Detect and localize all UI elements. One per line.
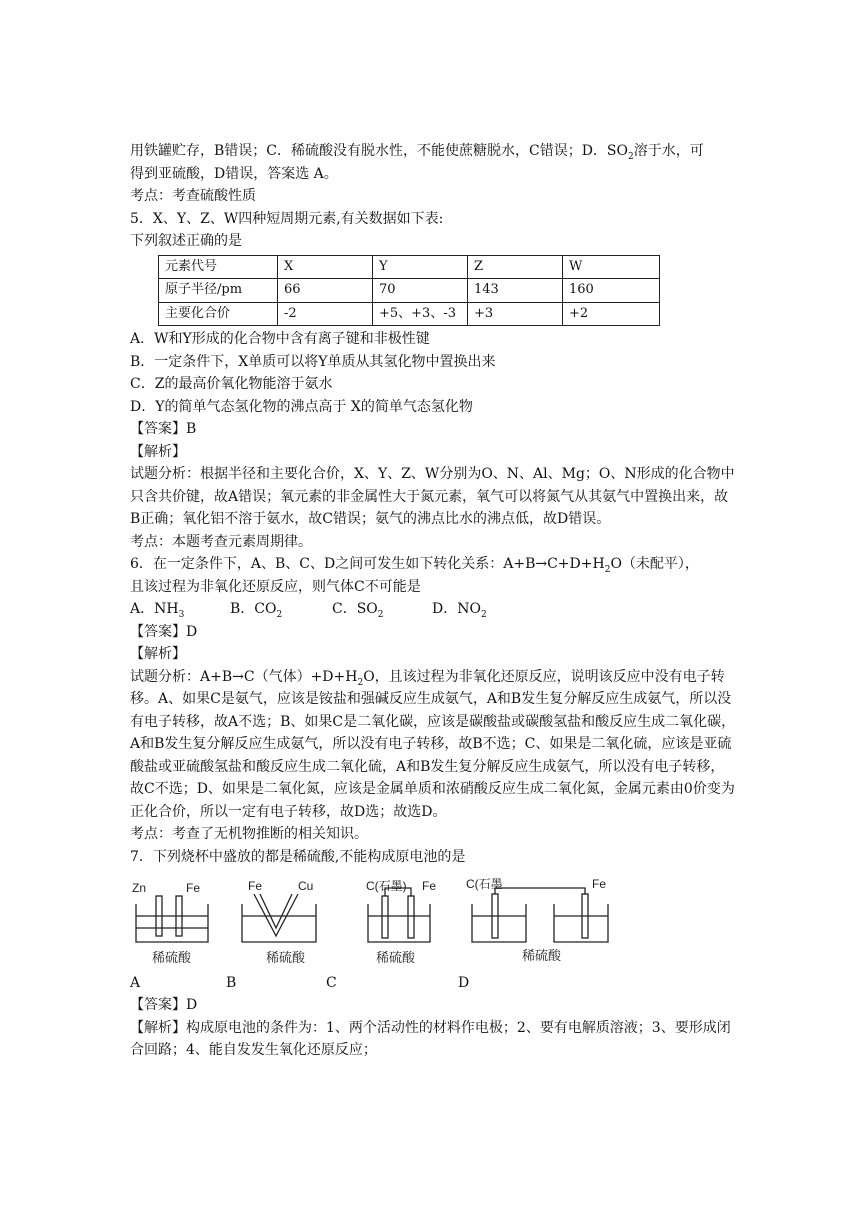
analysis-text: 试题分析：A+B→C（气体）$+D+H_2O$，且该过程为非氧化还原反应，说明该反应中没有电子转移。A、如果C是氨气，应该是铵盐和强碱反应生成氨气，A和B发生复分解反应生成氨气，所以没有电子转移，故A不选；B、如果C是二氧化碳，应该是碳酸盐或碳酸氢盐和酸反应生成二氧化碳，A和B发生复分解反应生成氨气，所以没有电子转移，故B不选；C、如果是二氧化硫，应该是亚硫酸盐或亚硫酸氢盐和酸反应生成二氧化硫，A和B发生复分解反应生成氨气，所以没有电子转移，故C不选；D、如果是二氧化氮，应该是金属单质和浓硝酸反应生成二氧化氮，金属元素由0价变为正化合价，所以一定有电子转移，故D选；故选D。	[130, 668, 736, 820]
label-dilute-acid: 稀硫酸	[266, 951, 306, 966]
question-5-prompt: 下列叙述正确的是	[130, 233, 242, 249]
question-6-stem-cont: 且该过程为非氧化还原反应，则气体C不可能是	[130, 578, 421, 595]
figure-letters	[130, 972, 736, 994]
text-line: 得到亚硫酸，D错误，答案选 A。	[130, 165, 338, 182]
label-dilute-acid: 稀硫酸	[376, 951, 416, 966]
label-graphite: C(石墨	[466, 877, 503, 891]
analysis-text: 【解析】构成原电池的条件为：1、两个活动性的材料作电极；2、要有电解质溶液；3、要形成闭合回路；4、能自发发生氧化还原反应；	[130, 1019, 731, 1058]
table-cell: -2	[278, 302, 373, 326]
figure-letter-b: B	[226, 975, 237, 991]
table-cell: Y	[373, 255, 468, 279]
table-cell: +2	[563, 302, 660, 326]
beaker-a	[136, 904, 208, 942]
figure-letter-c: C	[326, 975, 337, 991]
option-a: A．W和Y形成的化合物中含有离子键和非极性键	[130, 331, 430, 347]
beakers-diagram	[130, 870, 736, 970]
answer-label: 【答案】D	[130, 997, 198, 1013]
galvanic-cell-figure	[130, 870, 736, 970]
answer-label: 【答案】B	[130, 421, 197, 437]
knowledge-point: 考点：考查了无机物推断的相关知识。	[130, 826, 368, 842]
beaker-d-left	[472, 904, 526, 942]
label-fe: Fe	[422, 879, 437, 893]
label-cu: Cu	[298, 879, 314, 893]
figure-letter-a: A	[130, 975, 141, 991]
label-fe: Fe	[248, 879, 263, 893]
answer-label: 【答案】D	[130, 623, 198, 640]
choice-d: D．$NO_2$	[432, 601, 487, 620]
knowledge-point: 考点：考查硫酸性质	[130, 188, 256, 204]
table-cell: +5、+3、-3	[373, 302, 468, 326]
table-row	[159, 302, 660, 326]
question-5-stem: 5．X、Y、Z、W四种短周期元素,有关数据如下表:	[130, 210, 444, 227]
text-line: 用铁罐贮存，B错误；C．稀硫酸没有脱水性，不能使蔗糖脱水，C错误；D．$SO_2$溶于水，可	[130, 143, 704, 162]
question-6-stem: 6．在一定条件下，A、B、C、D之间可发生如下转化关系：$A+B\to C+D+H_2O$（未配平），	[130, 556, 699, 575]
knowledge-point: 考点：本题考查元素周期律。	[130, 533, 312, 550]
table-row	[159, 255, 660, 279]
figure-letter-d: D	[458, 975, 470, 991]
analysis-label: 【解析】	[130, 646, 186, 662]
question-6-choices	[130, 598, 736, 621]
option-c: C．Z的最高价氧化物能溶于氨水	[130, 376, 333, 392]
label-graphite: C(石墨)	[366, 879, 407, 893]
choice-b: B．$CO_2$	[230, 601, 283, 620]
table-cell: 元素代号	[159, 255, 278, 279]
document-page	[130, 140, 736, 1062]
option-b: B．一定条件下，X单质可以将Y单质从其氢化物中置换出来	[130, 353, 496, 370]
table-cell: 原子半径/pm	[159, 279, 278, 303]
option-d: D．Y的简单气态氢化物的沸点高于 X的简单气态氢化物	[130, 398, 473, 415]
table-cell: 66	[278, 279, 373, 303]
label-zn: Zn	[132, 881, 147, 895]
label-fe: Fe	[592, 877, 607, 891]
table-cell: 主要化合价	[159, 302, 278, 326]
table-cell: 70	[373, 279, 468, 303]
table-cell: W	[563, 255, 660, 279]
label-dilute-acid: 稀硫酸	[152, 951, 192, 966]
label-dilute-acid: 稀硫酸	[522, 949, 562, 964]
analysis-text: 试题分析：根据半径和主要化合价，X、Y、Z、W分别为O、N、Al、Mg；O、N形成的化合物中只含共价键，故A错误；氧元素的非金属性大于氮元素，氧气可以将氮气从其氨气中置换出来，故B正确；氧化铝不溶于氨水，故C错误；氨气的沸点比水的沸点低，故D错误。	[130, 466, 735, 527]
table-row	[159, 279, 660, 303]
question-7-stem: 7．下列烧杯中盛放的都是稀硫酸,不能构成原电池的是	[130, 848, 466, 865]
beaker-d-right	[554, 904, 608, 942]
table-cell: +3	[468, 302, 563, 326]
choice-a: A．$NH_3$	[130, 601, 185, 620]
table-cell: Z	[468, 255, 563, 279]
label-fe: Fe	[186, 881, 201, 895]
table-cell: 160	[563, 279, 660, 303]
beaker-c	[368, 904, 430, 942]
table-cell: 143	[468, 279, 563, 303]
choice-c: C．$SO_2$	[332, 601, 384, 620]
table-cell: X	[278, 255, 373, 279]
analysis-label: 【解析】	[130, 443, 186, 460]
element-data-table	[158, 255, 660, 327]
